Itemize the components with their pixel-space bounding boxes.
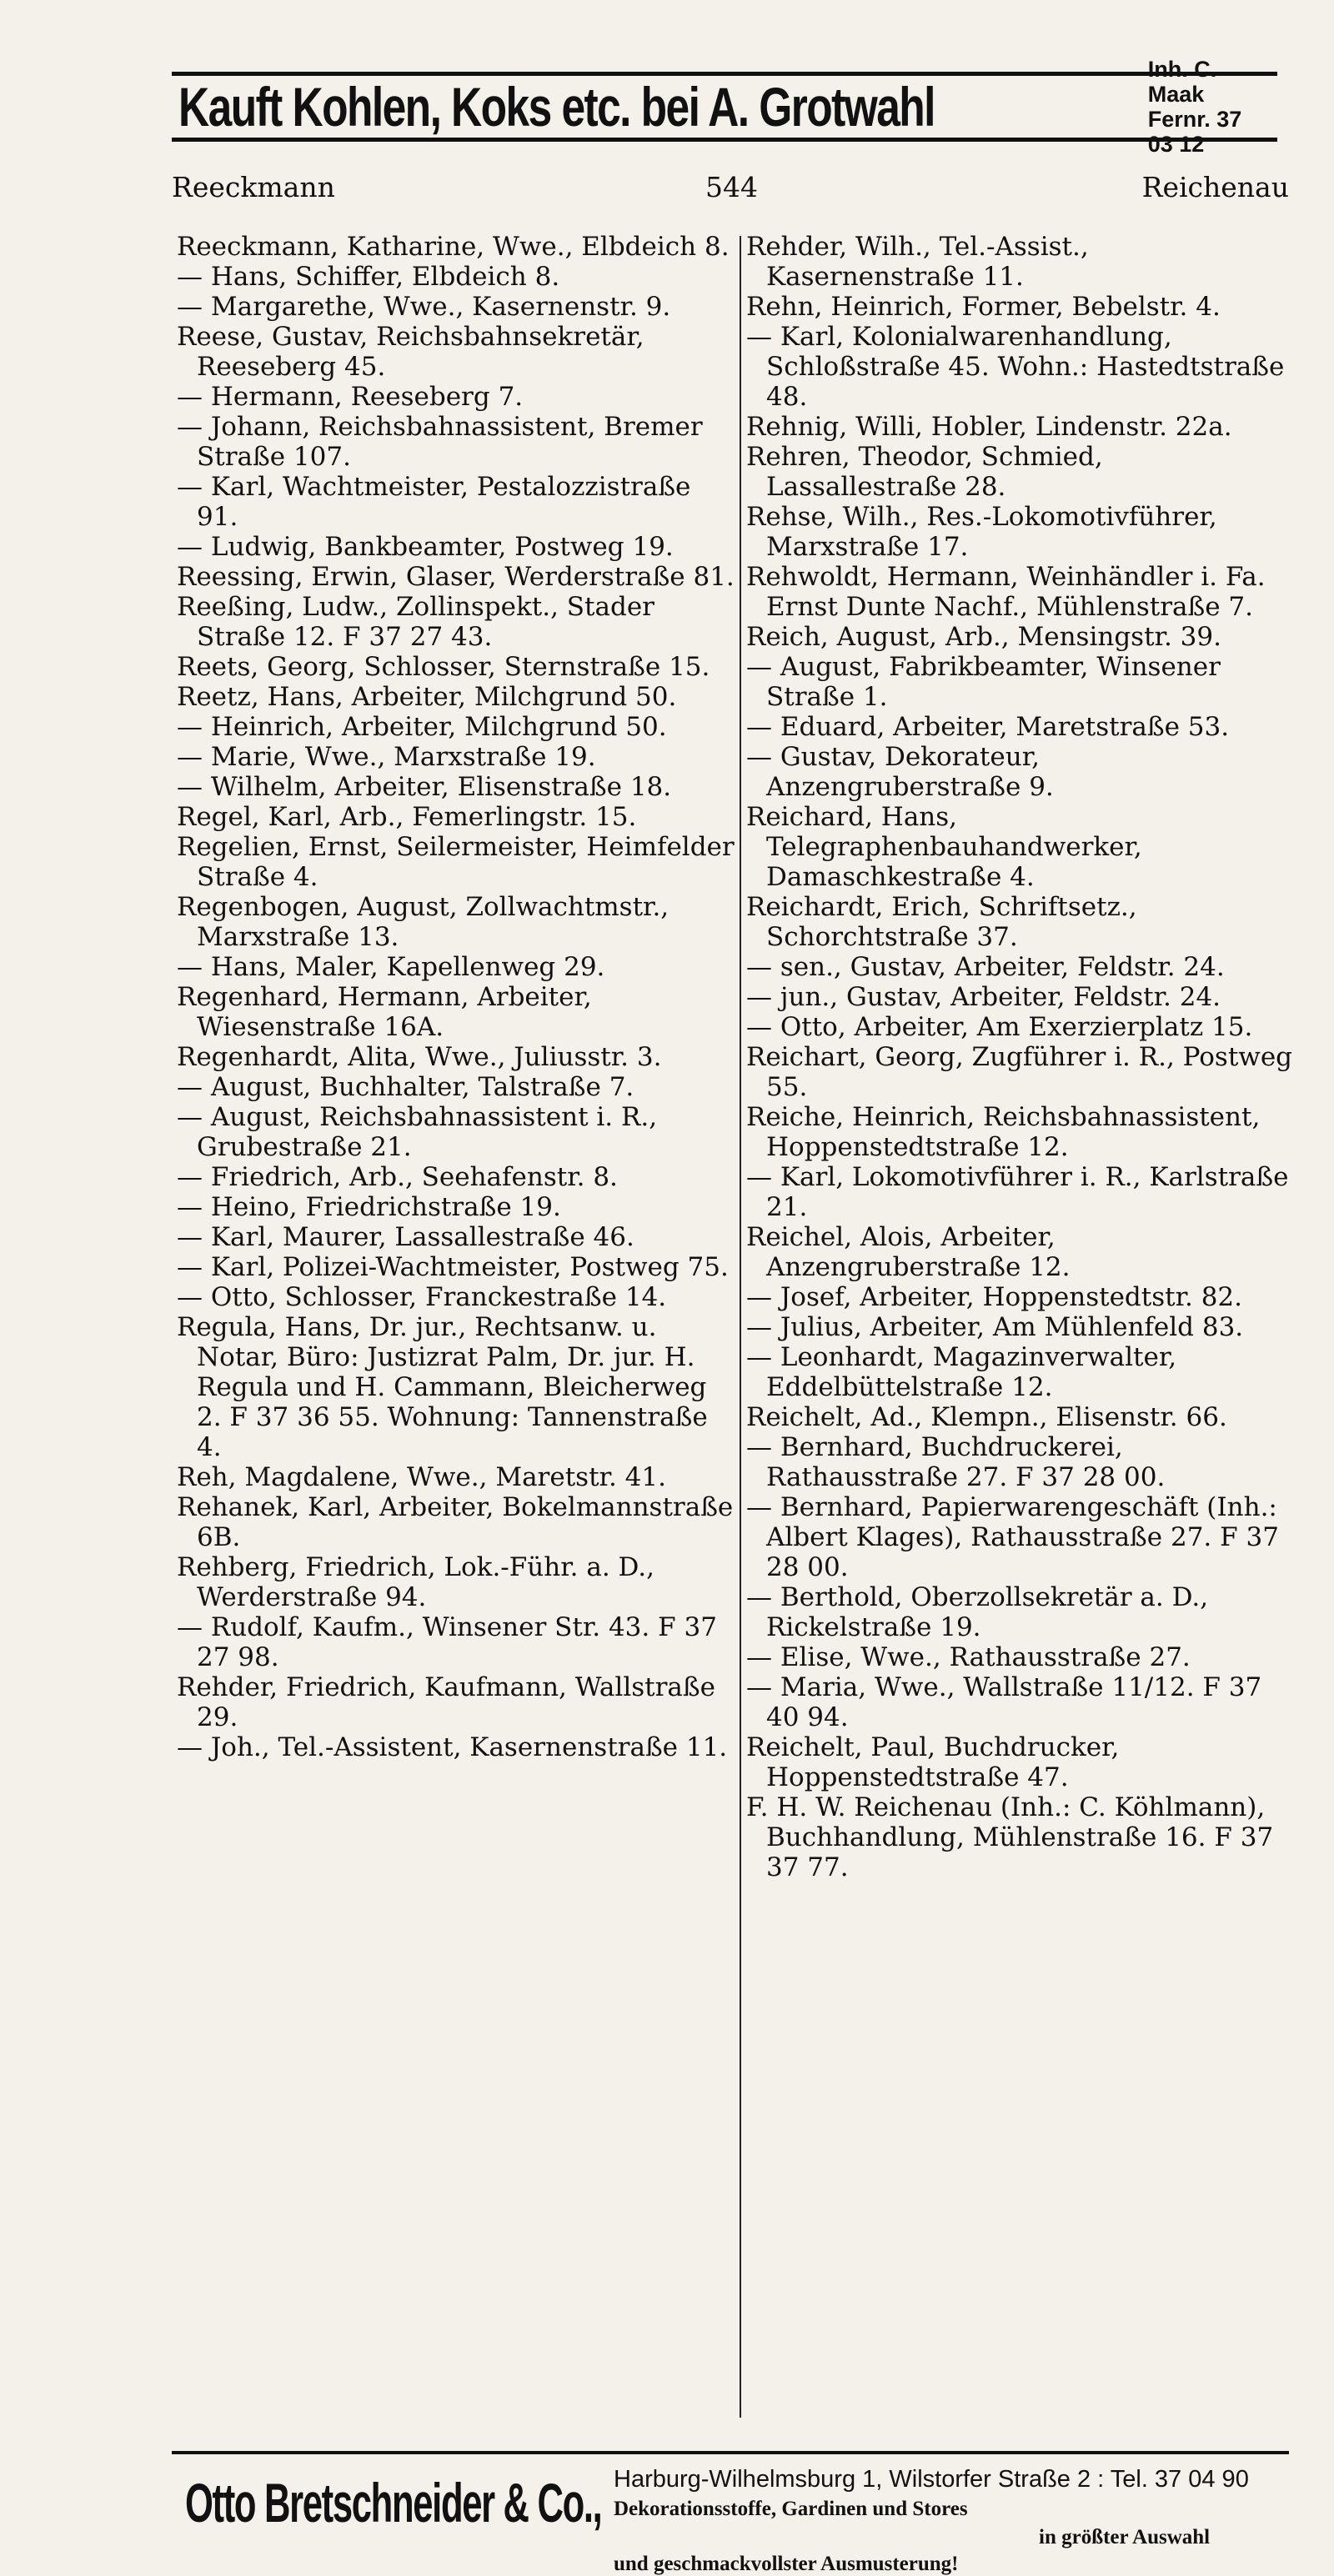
directory-entry: — August, Buchhalter, Talstraße 7.: [177, 1072, 634, 1102]
running-head-first-entry: Reeckmann: [172, 171, 335, 203]
directory-entry: — August, Fabrikbeamter, Winsener Straße 1.: [746, 652, 1221, 712]
top-ad-phone: Fernr. 37 03 12: [1147, 107, 1242, 157]
directory-entry: Regenbogen, August, Zollwachtmstr., Marxstraße 13.: [177, 892, 670, 952]
left-column: [177, 232, 735, 2428]
directory-entry: Rehanek, Karl, Arbeiter, Bokelmannstraße 6B.: [177, 1492, 734, 1552]
directory-entry: Rehse, Wilh., Res.-Lokomotivführer, Marxstraße 17.: [746, 502, 1217, 562]
directory-entry: — Heinrich, Arbeiter, Milchgrund 50.: [177, 712, 667, 742]
directory-entry: — Friedrich, Arb., Seehafenstr. 8.: [177, 1162, 618, 1192]
directory-entry: Rehwoldt, Hermann, Weinhändler i. Fa. Ernst Dunte Nachf., Mühlenstraße 7.: [746, 562, 1266, 622]
directory-entry: — Ludwig, Bankbeamter, Postweg 19.: [177, 532, 674, 562]
top-ad-slogan: Kauft Kohlen, Koks etc. bei A. Grotwahl: [178, 76, 935, 138]
directory-entry: — Gustav, Dekorateur, Anzengruberstraße 9.: [746, 742, 1054, 802]
bottom-ad-address: Harburg-Wilhelmsburg 1, Wilstorfer Straße 2 : Tel. 37 04 90: [614, 2466, 1249, 2493]
directory-entry: — Johann, Reichsbahnassistent, Bremer Straße 107.: [177, 412, 703, 472]
directory-entry: — Josef, Arbeiter, Hoppenstedtstr. 82.: [746, 1282, 1243, 1312]
directory-entry: — Otto, Arbeiter, Am Exerzierplatz 15.: [746, 1012, 1253, 1042]
directory-entry: Rehder, Wilh., Tel.-Assist., Kasernenstraße 11.: [746, 232, 1089, 292]
directory-entry: — Leonhardt, Magazinverwalter, Eddelbüttelstraße 12.: [746, 1342, 1177, 1402]
directory-entry: Reich, August, Arb., Mensingstr. 39.: [746, 622, 1221, 652]
directory-entry: — Berthold, Oberzollsekretär a. D., Rickelstraße 19.: [746, 1582, 1209, 1642]
directory-entry: Rehnig, Willi, Hobler, Lindenstr. 22a.: [746, 412, 1232, 442]
top-advertisement: [172, 57, 1277, 157]
directory-entry: Reeckmann, Katharine, Wwe., Elbdeich 8.: [177, 232, 730, 262]
directory-entry: — Hans, Maler, Kapellenweg 29.: [177, 952, 605, 982]
directory-entry: — Hermann, Reeseberg 7.: [177, 382, 524, 412]
directory-entry: — sen., Gustav, Arbeiter, Feldstr. 24.: [746, 952, 1225, 982]
directory-entry: Reessing, Erwin, Glaser, Werderstraße 81.: [177, 562, 735, 592]
directory-entry: Reichardt, Erich, Schriftsetz., Schorchtstraße 37.: [746, 892, 1137, 952]
column-divider: [740, 236, 741, 2418]
directory-entry: — Heino, Friedrichstraße 19.: [177, 1192, 561, 1222]
directory-entry: Reese, Gustav, Reichsbahnsekretär, Reeseberg 45.: [177, 322, 644, 382]
directory-entry: Reichel, Alois, Arbeiter, Anzengruberstraße 12.: [746, 1222, 1071, 1282]
directory-entry: — Hans, Schiffer, Elbdeich 8.: [177, 262, 560, 292]
directory-entry: Rehn, Heinrich, Former, Bebelstr. 4.: [746, 292, 1221, 322]
directory-entry: — jun., Gustav, Arbeiter, Feldstr. 24.: [746, 982, 1221, 1012]
directory-entry: F. H. W. Reichenau (Inh.: C. Köhlmann), Buchhandlung, Mühlenstraße 16. F 37 37 77.: [746, 1792, 1274, 1882]
directory-entry: Reiche, Heinrich, Reichsbahnassistent, Hoppenstedtstraße 12.: [746, 1102, 1261, 1162]
directory-entry: — Margarethe, Wwe., Kasernenstr. 9.: [177, 292, 671, 322]
bottom-advertisement: [172, 2451, 1289, 2575]
bottom-ad-tagline: und geschmackvollster Ausmusterung!: [614, 2553, 959, 2575]
directory-entry: — Julius, Arbeiter, Am Mühlenfeld 83.: [746, 1312, 1244, 1342]
running-head-last-entry: Reichenau: [1141, 171, 1289, 203]
directory-entry: — Karl, Wachtmeister, Pestalozzistraße 91.: [177, 472, 691, 532]
directory-entry: Reichelt, Ad., Klempn., Elisenstr. 66.: [746, 1402, 1227, 1432]
directory-entry: Regula, Hans, Dr. jur., Rechtsanw. u. Notar, Büro: Justizrat Palm, Dr. jur. H. Regula und H. Cammann, Bleicherweg 2. F 37 36 55. Wohnung: Tannenstraße 4.: [177, 1312, 708, 1462]
directory-entry: Regel, Karl, Arb., Femerlingstr. 15.: [177, 802, 637, 832]
directory-entry: — Rudolf, Kaufm., Winsener Str. 43. F 37 27 98.: [177, 1612, 717, 1672]
directory-entry: — Joh., Tel.-Assistent, Kasernenstraße 11.: [177, 1732, 728, 1762]
directory-entry: Reets, Georg, Schlosser, Sternstraße 15.: [177, 652, 710, 682]
bottom-ad-company: Otto Bretschneider & Co.,: [185, 2472, 602, 2533]
directory-entry: — Eduard, Arbeiter, Maretstraße 53.: [746, 712, 1230, 742]
directory-entry: — Marie, Wwe., Marxstraße 19.: [177, 742, 596, 772]
directory-entry: Regenhard, Hermann, Arbeiter, Wiesenstraße 16A.: [177, 982, 592, 1042]
directory-entry: Rehder, Friedrich, Kaufmann, Wallstraße 29.: [177, 1672, 715, 1732]
directory-entry: Regenhardt, Alita, Wwe., Juliusstr. 3.: [177, 1042, 662, 1072]
directory-entry: — Karl, Kolonialwarenhandlung, Schloßstraße 45. Wohn.: Hastedtstraße 48.: [746, 322, 1285, 412]
top-ad-owner: Inh. C. Maak: [1147, 57, 1217, 107]
directory-entry: Reetz, Hans, Arbeiter, Milchgrund 50.: [177, 682, 677, 712]
directory-entry: — Karl, Maurer, Lassallestraße 46.: [177, 1222, 634, 1252]
directory-entry: — Karl, Polizei-Wachtmeister, Postweg 75.: [177, 1252, 729, 1282]
directory-entry: — Elise, Wwe., Rathausstraße 27.: [746, 1642, 1191, 1672]
directory-entry: — Bernhard, Papierwarengeschäft (Inh.: Albert Klages), Rathausstraße 27. F 37 28 00.: [746, 1492, 1279, 1582]
directory-entry: Reichelt, Paul, Buchdrucker, Hoppenstedtstraße 47.: [746, 1732, 1120, 1792]
top-ad-contact: [1148, 57, 1271, 157]
directory-entry: — Bernhard, Buchdruckerei, Rathausstraße 27. F 37 28 00.: [746, 1432, 1166, 1492]
directory-entry: Reh, Magdalene, Wwe., Maretstr. 41.: [177, 1462, 666, 1492]
directory-entry: — Otto, Schlosser, Franckestraße 14.: [177, 1282, 667, 1312]
directory-entry: — Maria, Wwe., Wallstraße 11/12. F 37 40 94.: [746, 1672, 1262, 1732]
directory-entry: — Karl, Lokomotivführer i. R., Karlstraße 21.: [746, 1162, 1289, 1222]
bottom-ad-products: Dekorationsstoffe, Gardinen und Stores: [614, 2498, 968, 2520]
directory-entry: Reichard, Hans, Telegraphenbauhandwerker, Damaschkestraße 4.: [746, 802, 1142, 892]
page-number: 544: [705, 171, 758, 203]
directory-entry: — August, Reichsbahnassistent i. R., Grubestraße 21.: [177, 1102, 658, 1162]
directory-entry: Rehren, Theodor, Schmied, Lassallestraße 28.: [746, 442, 1103, 502]
directory-entry: Regelien, Ernst, Seilermeister, Heimfelder Straße 4.: [177, 832, 735, 892]
directory-entry: — Wilhelm, Arbeiter, Elisenstraße 18.: [177, 772, 672, 802]
running-head: [172, 171, 1289, 209]
directory-entry: Reeßing, Ludw., Zollinspekt., Stader Straße 12. F 37 27 43.: [177, 592, 654, 652]
directory-entry: Reichart, Georg, Zugführer i. R., Postweg 55.: [746, 1042, 1293, 1102]
right-column: [746, 232, 1296, 2428]
bottom-ad-selection: in größter Auswahl: [1039, 2526, 1211, 2548]
directory-entry: Rehberg, Friedrich, Lok.-Führ. a. D., Werderstraße 94.: [177, 1552, 654, 1612]
